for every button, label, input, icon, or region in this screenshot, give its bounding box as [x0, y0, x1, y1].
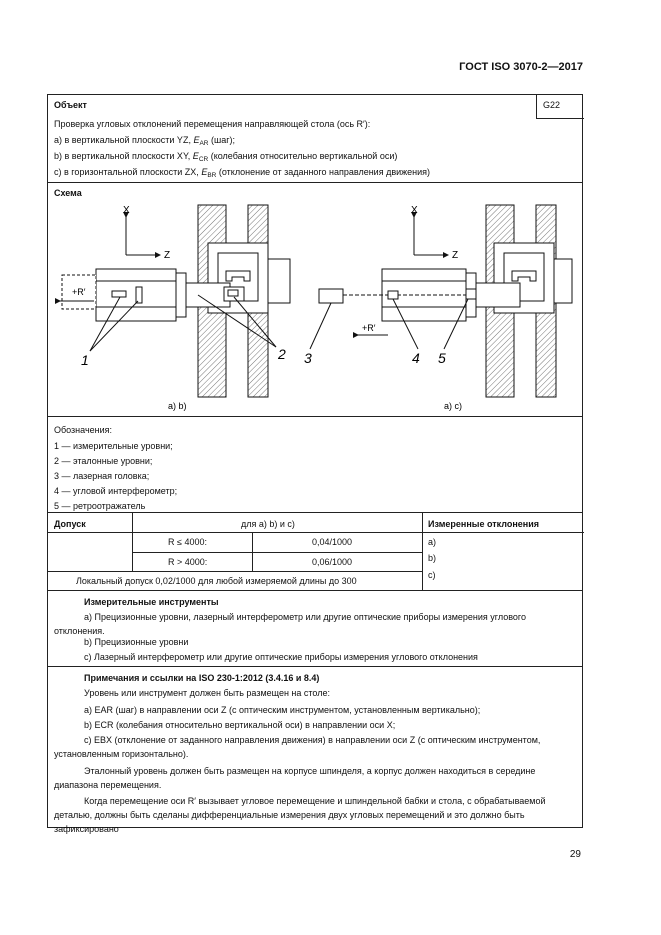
right-direction-label: +R′	[362, 323, 376, 333]
legend-item: 3 — лазерная головка;	[54, 471, 150, 481]
measured-item-c: c)	[428, 570, 436, 580]
left-caption: a) b)	[168, 401, 187, 411]
right-diagram	[304, 205, 572, 411]
right-caption: a) c)	[444, 401, 462, 411]
object-item-b: b) в вертикальной плоскости XY, $E_{CR}$ (колебания относительно вертикальной оси)	[54, 151, 398, 163]
scheme-figure	[48, 183, 584, 417]
measured-item-b: b)	[428, 553, 437, 563]
test-code: G22	[543, 100, 561, 110]
test-sheet-table	[47, 94, 583, 834]
right-axis-x: X	[411, 205, 418, 216]
notes-paragraph: b) ECR (колебания относительно вертикальной оси) в направлении оси X;	[84, 720, 396, 730]
object-item-a: a) в вертикальной плоскости YZ, $E_{AR}$ (шаг);	[54, 135, 236, 147]
callout-3: 3	[304, 350, 312, 366]
notes-title: Примечания и ссылки на ISO 230-1:2012 (3.4.16 и 8.4)	[84, 673, 320, 683]
tolerance-value: 0,04/1000	[312, 537, 353, 547]
object-lead: Проверка угловых отклонений перемещения направляющей стола (ось R′):	[54, 119, 371, 129]
callout-1: 1	[81, 352, 89, 368]
legend-item: 1 — измерительные уровни;	[54, 441, 173, 451]
tolerance-value: 0,06/1000	[312, 557, 353, 567]
scheme-section	[48, 183, 582, 417]
local-tolerance: Локальный допуск 0,02/1000 для любой измеряемой длины до 300	[76, 576, 357, 586]
tolerance-applies-to: для a) b) и c)	[241, 519, 295, 529]
instruments-section	[48, 591, 582, 667]
callout-2: 2	[278, 346, 286, 362]
notes-paragraph: Уровень или инструмент должен быть размещен на столе:	[84, 688, 330, 698]
notes-paragraph: c) EBX (отклонение от заданного направления движения) в направлении оси Z (с оптическим инструментом, установленным горизонтально).	[54, 735, 541, 759]
tolerance-section	[48, 513, 582, 591]
right-axis-z: Z	[452, 250, 459, 261]
tolerance-title: Допуск	[54, 519, 86, 529]
object-item-c: c) в горизонтальной плоскости ZX, $E_{BR}$ (отклонение от заданного направления движения)	[54, 167, 431, 179]
notes-paragraph: a) EAR (шаг) в направлении оси Z (с оптическим инструментом, установленным вертикально);	[84, 705, 481, 715]
object-section	[48, 95, 582, 183]
legend-item: 5 — ретроотражатель	[54, 501, 146, 511]
left-axis-z: Z	[164, 250, 171, 261]
instrument-a: a) Прецизионные уровни, лазерный интерферометр или другие оптические приборы измерения углового отклонения.	[54, 612, 527, 636]
left-axis-x: X	[123, 205, 130, 216]
page-number: 29	[569, 849, 581, 860]
legend-section	[48, 417, 582, 513]
left-diagram	[60, 205, 290, 411]
legend-title: Обозначения:	[54, 425, 113, 435]
legend-item: 2 — эталонные уровни;	[54, 456, 153, 466]
tolerance-condition: R ≤ 4000:	[168, 537, 207, 547]
notes-section	[48, 667, 582, 834]
measured-deviations-title: Измеренные отклонения	[428, 519, 540, 529]
notes-paragraph: Когда перемещение оси R′ вызывает угловое перемещение и шпиндельной бабки и стола, с обрабатываемой деталью, должны быть сделаны дифференциальные измерения двух угловых перемещений и это должно быть зафиксировано	[54, 796, 546, 834]
tolerance-condition: R > 4000:	[168, 557, 208, 567]
instrument-c: c) Лазерный интерферометр или другие оптические приборы измерения углового отклонения	[84, 652, 478, 662]
left-direction-label: +R′	[72, 287, 86, 297]
instrument-b: b) Прецизионные уровни	[84, 637, 189, 647]
measured-item-a: a)	[428, 537, 437, 547]
document-header: ГОСТ ISO 3070-2—2017	[459, 61, 583, 73]
scheme-title: Схема	[54, 188, 82, 198]
instruments-title: Измерительные инструменты	[84, 597, 219, 607]
callout-4: 4	[412, 350, 420, 366]
notes-paragraph: Эталонный уровень должен быть размещен на корпусе шпинделя, а корпус должен находиться в середине диапазона перемещения.	[54, 766, 536, 790]
object-title: Объект	[54, 100, 87, 110]
legend-item: 4 — угловой интерферометр;	[54, 486, 178, 496]
callout-5: 5	[438, 350, 446, 366]
